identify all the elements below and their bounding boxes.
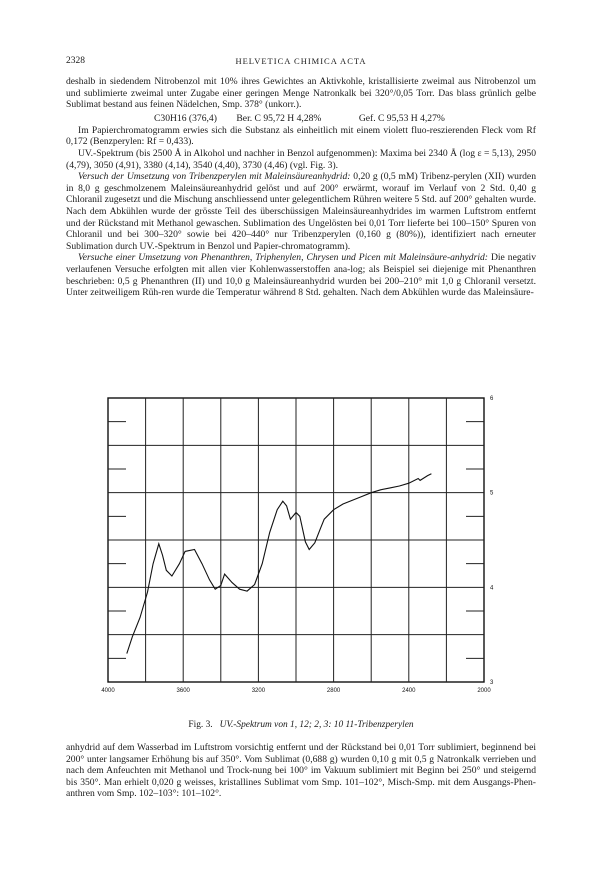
paragraph-body: Die negativ verlaufenen Versuche erfolgten mit allen vier Kohlenwasserstoffen ana-log; als Beispiel sei diejenige mit Phenanthren beschrieben: 0,5 g Phenanthren (II) und 10,0 g Maleinsäureanhydrid wurden bei 200–210° mit 1,0 g Chloranil versetzt. Unter zeitweiligem Rüh-ren wurde die Temperatur während 8 Std. gehalten. Nach dem Abkühlen wurde das Maleinsäure-	[66, 252, 537, 299]
caption-title: UV.-Spektrum von 1, 12; 2, 3: 10 11-Tribenzperylen	[219, 720, 414, 730]
paragraph: Im Papierchromatogramm erwies sich die Substanz als einheitlich mit einem violett fluo-reszierenden Fleck vom Rf 0,172 (Benzperylen: Rf = 0,433).	[66, 124, 536, 148]
paragraph-lead: Versuch der Umsetzung von Tribenzperylen mit Maleinsäureanhydrid:	[78, 171, 351, 183]
formula-compound: C30H16 (376,4)	[154, 112, 217, 124]
paragraph-body: 0,20 g (0,5 mM) Tribenz-perylen (XII) wurden in 8,0 g geschmolzenem Maleinsäureanhydrid gelöst und auf 200° erwärmt, worauf im Verlauf von 2 Std. 0,40 g Chloranil zugesetzt und die Mischung anschliessend unter gelegentlichem Rühren weitere 5 Std. auf 200° gehalten wurde. Nach dem Abkühlen wurde der grösste Teil des überschüssigen Maleinsäureanhydrides im warmen Luftstrom entfernt und der Rückstand mit Methanol gewaschen. Sublimation des Ungelösten bei 0,01 Torr lieferte bei 100–150° Spuren von Chloranil und bei 300–320° sowie bei 420–440° nur Tribenzperylen (0,160 g (80%)), identifiziert nach erneuter Sublimation durch UV.-Spektrum in Benzol und Papier-chromatogramm).	[66, 171, 536, 252]
x-tick-label: 4000	[101, 688, 115, 694]
paragraph: UV.-Spektrum (bis 2500 Å in Alkohol und nachher in Benzol aufgenommen): Maxima bei 2340 Å (log ε = 5,13), 2950 (4,79), 3050 (4,91), 3380 (4,14), 3540 (4,40), 3730 (4,46) (vgl. Fig. 3).	[66, 147, 536, 171]
x-tick-label: 3200	[251, 688, 266, 694]
page-header	[66, 56, 536, 72]
formula-calculated: Ber. C 95,72 H 4,28%	[236, 112, 322, 124]
formula-found: Gef. C 95,53 H 4,27%	[358, 112, 445, 124]
caption-label: Fig. 3.	[188, 720, 213, 730]
y-tick-label: 3	[490, 680, 494, 686]
y-tick-label: 4	[490, 585, 494, 592]
y-tick-label: 6	[490, 396, 494, 402]
spectrum-line	[127, 474, 432, 654]
figure-caption	[66, 720, 536, 730]
x-tick-label: 3600	[176, 688, 190, 694]
journal-title: HELVETICA CHIMICA ACTA	[235, 56, 367, 66]
x-tick-label: 2800	[326, 688, 341, 694]
elemental-analysis	[66, 112, 536, 125]
spectrum-figure	[94, 394, 514, 714]
page-number: 2328	[66, 56, 85, 66]
paragraph: anhydrid auf dem Wasserbad im Luftstrom vorsichtig entfernt und der Rückstand bei 0,01 Torr sublimiert, beginnend bei 200° unter langsamer Erhöhung bis auf 350°. Vom Sublimat (0,688 g) wurden 0,10 g mit 0,5 g Natronkalk verrieben und nach dem Anfeuchten mit Methanol und Trock-nung bei 100° im Vakuum sublimiert mit Beginn bei 250° und steigernd bis 350°. Man erhielt 0,020 g weisses, kristallines Sublimat vom Smp. 101–102°, Misch-Smp. mit dem Ausgangs-Phen-anthren vom Smp. 102–103°: 101–102°.	[66, 742, 536, 800]
x-tick-label: 2400	[402, 688, 416, 694]
y-tick-label: 5	[490, 490, 494, 497]
body-text-bottom	[66, 742, 536, 800]
x-tick-label: 2000	[477, 688, 491, 694]
paragraph	[66, 171, 536, 252]
uv-spectrum-chart	[94, 394, 514, 714]
paragraph-lead: Versuche einer Umsetzung von Phenanthren, Triphenylen, Chrysen und Picen mit Maleinsäure-anhydrid:	[78, 252, 488, 264]
body-text-top	[66, 76, 536, 299]
paragraph	[66, 252, 536, 298]
paragraph: deshalb in siedendem Nitrobenzol mit 10% ihres Gewichtes an Aktivkohle, kristallisierte zweimal aus Nitrobenzol um und sublimierte zweimal unter Zugabe einer geringen Menge Natronkalk bei 320°/0,05 Torr. Das blass grünlich gelbe Sublimat bestand aus feinen Nädelchen, Smp. 378° (unkorr.).	[66, 76, 536, 111]
